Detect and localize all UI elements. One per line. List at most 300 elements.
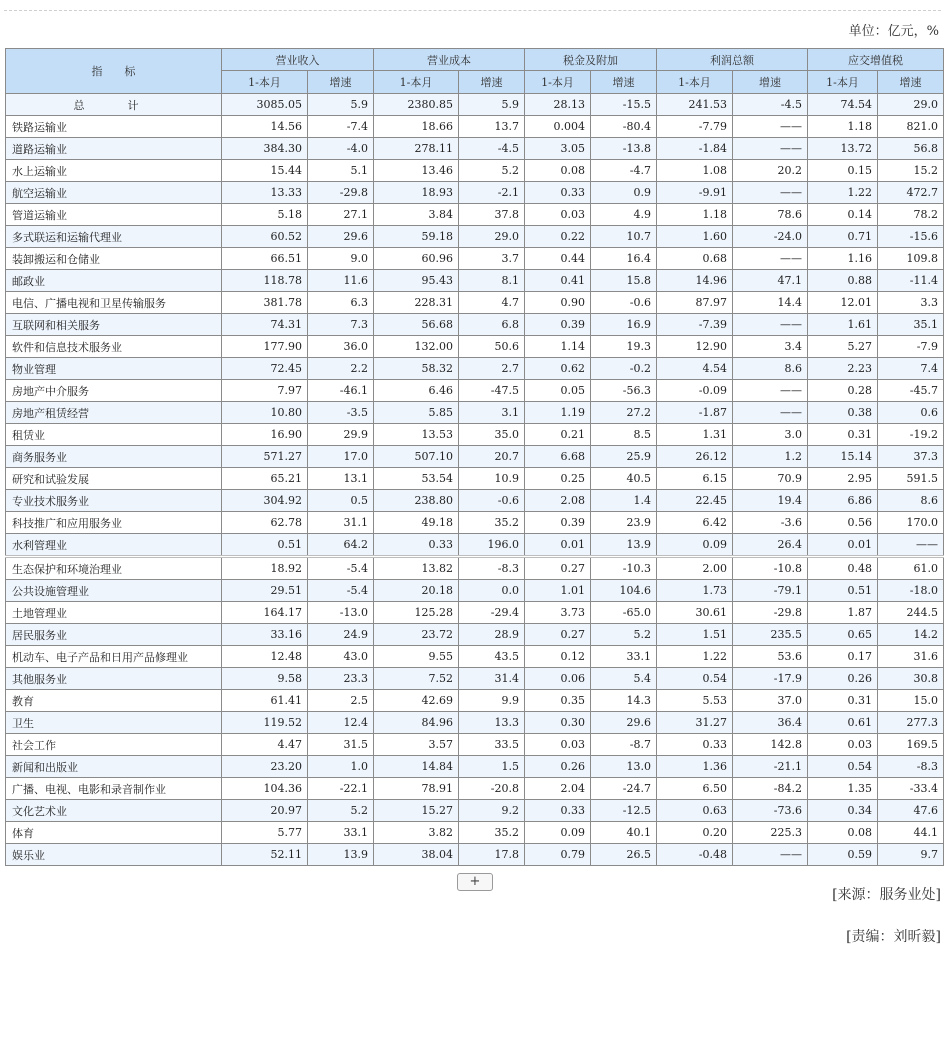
table-cell: -1.84 (657, 138, 733, 160)
table-cell: 4.47 (222, 734, 308, 756)
table-cell: 28.9 (459, 624, 525, 646)
table-cell: 1.0 (308, 756, 374, 778)
table-cell: 35.0 (459, 424, 525, 446)
table-cell: 13.72 (808, 138, 878, 160)
table-cell: 62.78 (222, 512, 308, 534)
table-cell: 29.6 (308, 226, 374, 248)
table-cell: 3.84 (374, 204, 459, 226)
group-header-vat: 应交增值税 (808, 49, 944, 71)
row-label: 生态保护和环境治理业 (6, 557, 222, 580)
table-cell: 196.0 (459, 534, 525, 557)
table-cell: -22.1 (308, 778, 374, 800)
table-cell: -80.4 (591, 116, 657, 138)
table-cell: 8.6 (878, 490, 944, 512)
table-cell: 3.73 (525, 602, 591, 624)
table-cell: 17.0 (308, 446, 374, 468)
row-label: 公共设施管理业 (6, 580, 222, 602)
table-cell: 2.23 (808, 358, 878, 380)
table-row (6, 512, 944, 534)
table-cell: 60.52 (222, 226, 308, 248)
source-note: [来源：服务业处] (832, 887, 941, 903)
table-cell: 14.3 (591, 690, 657, 712)
table-cell: -29.8 (733, 602, 808, 624)
table-cell: 13.33 (222, 182, 308, 204)
table-cell: 0.03 (808, 734, 878, 756)
table-cell: 2380.85 (374, 94, 459, 116)
table-cell: 0.004 (525, 116, 591, 138)
unit-label: 单位：亿元，% (848, 24, 939, 39)
table-cell: 169.5 (878, 734, 944, 756)
row-label: 邮政业 (6, 270, 222, 292)
row-label: 教育 (6, 690, 222, 712)
table-cell: 278.11 (374, 138, 459, 160)
table-row (6, 204, 944, 226)
table-row (6, 778, 944, 800)
table-cell: 40.5 (591, 468, 657, 490)
table-cell: 15.2 (878, 160, 944, 182)
table-row (6, 844, 944, 866)
table-cell: 15.0 (878, 690, 944, 712)
table-cell: 17.8 (459, 844, 525, 866)
table-cell: 6.50 (657, 778, 733, 800)
table-cell: 0.08 (525, 160, 591, 182)
table-cell: 1.18 (657, 204, 733, 226)
table-cell: 56.68 (374, 314, 459, 336)
table-cell: 2.04 (525, 778, 591, 800)
row-label: 总 计 (6, 94, 222, 116)
table-row (6, 490, 944, 512)
table-cell: 29.9 (308, 424, 374, 446)
table-cell: 0.14 (808, 204, 878, 226)
table-cell: 0.65 (808, 624, 878, 646)
row-label: 专业技术服务业 (6, 490, 222, 512)
table-cell: 9.2 (459, 800, 525, 822)
table-cell: 78.91 (374, 778, 459, 800)
table-cell: 5.27 (808, 336, 878, 358)
table-cell: 31.5 (308, 734, 374, 756)
table-cell: —— (733, 248, 808, 270)
table-cell: -65.0 (591, 602, 657, 624)
table-cell: 0.33 (525, 800, 591, 822)
table-cell: 43.5 (459, 646, 525, 668)
table-cell: 74.31 (222, 314, 308, 336)
table-cell: 1.35 (808, 778, 878, 800)
table-cell: —— (733, 844, 808, 866)
row-label: 装卸搬运和仓储业 (6, 248, 222, 270)
row-label: 房地产租赁经营 (6, 402, 222, 424)
total-row (6, 94, 944, 116)
table-cell: 35.2 (459, 822, 525, 844)
row-label: 水利管理业 (6, 534, 222, 557)
table-cell: 0.33 (374, 534, 459, 557)
table-row (6, 690, 944, 712)
table-cell: 0.44 (525, 248, 591, 270)
table-cell: -7.4 (308, 116, 374, 138)
table-cell: 25.9 (591, 446, 657, 468)
table-cell: 0.39 (525, 314, 591, 336)
table-cell: 1.22 (808, 182, 878, 204)
table-cell: 1.51 (657, 624, 733, 646)
table-cell: 2.7 (459, 358, 525, 380)
table-cell: 31.6 (878, 646, 944, 668)
table-cell: 87.97 (657, 292, 733, 314)
table-cell: 5.18 (222, 204, 308, 226)
table-cell: 3.4 (733, 336, 808, 358)
group-header-revenue: 营业收入 (222, 49, 374, 71)
table-cell: 0.48 (808, 557, 878, 580)
table-cell: 0.31 (808, 690, 878, 712)
table-cell: 0.59 (808, 844, 878, 866)
table-cell: 1.14 (525, 336, 591, 358)
table-cell: 15.8 (591, 270, 657, 292)
table-cell: 23.20 (222, 756, 308, 778)
table-cell: 12.4 (308, 712, 374, 734)
table-cell: 43.0 (308, 646, 374, 668)
table-cell: -8.7 (591, 734, 657, 756)
table-cell: -2.1 (459, 182, 525, 204)
table-row (6, 160, 944, 182)
row-label: 社会工作 (6, 734, 222, 756)
table-cell: 29.0 (878, 94, 944, 116)
table-cell: -13.8 (591, 138, 657, 160)
table-cell: 9.55 (374, 646, 459, 668)
table-cell: 0.27 (525, 624, 591, 646)
table-cell: 0.01 (808, 534, 878, 557)
row-label: 娱乐业 (6, 844, 222, 866)
table-cell: 28.13 (525, 94, 591, 116)
sub-header: 增速 (308, 71, 374, 94)
table-cell: 0.26 (808, 668, 878, 690)
table-cell: -29.8 (308, 182, 374, 204)
table-cell: 1.08 (657, 160, 733, 182)
table-cell: 1.5 (459, 756, 525, 778)
table-cell: 7.52 (374, 668, 459, 690)
table-cell: 0.54 (657, 668, 733, 690)
table-cell: 0.62 (525, 358, 591, 380)
table-cell: 0.51 (808, 580, 878, 602)
row-label: 机动车、电子产品和日用产品修理业 (6, 646, 222, 668)
table-cell: 33.1 (591, 646, 657, 668)
row-label: 航空运输业 (6, 182, 222, 204)
row-label: 文化艺术业 (6, 800, 222, 822)
table-cell: 13.9 (591, 534, 657, 557)
table-cell: 1.19 (525, 402, 591, 424)
table-cell: 12.90 (657, 336, 733, 358)
table-cell: 0.30 (525, 712, 591, 734)
table-row (6, 557, 944, 580)
table-cell: -20.8 (459, 778, 525, 800)
table-cell: 72.45 (222, 358, 308, 380)
table-cell: 0.41 (525, 270, 591, 292)
sub-header: 增速 (459, 71, 525, 94)
table-cell: 0.90 (525, 292, 591, 314)
sub-header: 增速 (733, 71, 808, 94)
expand-button[interactable]: + (457, 873, 493, 891)
table-cell: 0.21 (525, 424, 591, 446)
editor-note: [责编：刘昕毅] (846, 929, 941, 945)
table-cell: -0.6 (591, 292, 657, 314)
table-cell: 0.61 (808, 712, 878, 734)
sub-header: 1-本月 (808, 71, 878, 94)
table-cell: 38.04 (374, 844, 459, 866)
table-cell: 31.4 (459, 668, 525, 690)
table-cell: 118.78 (222, 270, 308, 292)
table-cell: -21.1 (733, 756, 808, 778)
table-cell: 0.25 (525, 468, 591, 490)
table-cell: 18.93 (374, 182, 459, 204)
table-cell: 60.96 (374, 248, 459, 270)
table-cell: 20.18 (374, 580, 459, 602)
table-cell: 0.56 (808, 512, 878, 534)
table-cell: -7.39 (657, 314, 733, 336)
table-cell: 47.6 (878, 800, 944, 822)
table-cell: 142.8 (733, 734, 808, 756)
statistics-table (5, 48, 944, 866)
table-cell: 14.56 (222, 116, 308, 138)
table-cell: 66.51 (222, 248, 308, 270)
table-cell: 61.0 (878, 557, 944, 580)
table-row (6, 248, 944, 270)
table-cell: -7.9 (878, 336, 944, 358)
table-cell: -4.5 (733, 94, 808, 116)
table-cell: 5.9 (308, 94, 374, 116)
table-cell: -56.3 (591, 380, 657, 402)
table-cell: -73.6 (733, 800, 808, 822)
table-cell: 49.18 (374, 512, 459, 534)
table-cell: 1.36 (657, 756, 733, 778)
table-cell: 7.3 (308, 314, 374, 336)
table-cell: 27.2 (591, 402, 657, 424)
table-cell: 10.80 (222, 402, 308, 424)
table-cell: 0.09 (657, 534, 733, 557)
table-cell: 29.6 (591, 712, 657, 734)
table-cell: -10.8 (733, 557, 808, 580)
table-cell: 3.05 (525, 138, 591, 160)
table-cell: 20.7 (459, 446, 525, 468)
table-cell: 170.0 (878, 512, 944, 534)
table-row (6, 314, 944, 336)
table-cell: 15.14 (808, 446, 878, 468)
row-label: 租赁业 (6, 424, 222, 446)
table-cell: 3.82 (374, 822, 459, 844)
table-cell: 70.9 (733, 468, 808, 490)
table-cell: 1.22 (657, 646, 733, 668)
table-cell: 1.01 (525, 580, 591, 602)
table-cell: -12.5 (591, 800, 657, 822)
table-cell: 6.86 (808, 490, 878, 512)
table-cell: 78.2 (878, 204, 944, 226)
table-cell: 5.2 (591, 624, 657, 646)
table-cell: 244.5 (878, 602, 944, 624)
table-cell: 1.31 (657, 424, 733, 446)
table-cell: -84.2 (733, 778, 808, 800)
table-cell: 18.92 (222, 557, 308, 580)
table-cell: 0.27 (525, 557, 591, 580)
table-cell: -0.2 (591, 358, 657, 380)
table-cell: 20.97 (222, 800, 308, 822)
row-label: 新闻和出版业 (6, 756, 222, 778)
table-cell: 15.27 (374, 800, 459, 822)
table-row (6, 602, 944, 624)
table-cell: 109.8 (878, 248, 944, 270)
table-cell: 2.00 (657, 557, 733, 580)
table-row (6, 116, 944, 138)
table-cell: -45.7 (878, 380, 944, 402)
table-cell: -4.7 (591, 160, 657, 182)
table-cell: 0.54 (808, 756, 878, 778)
table-cell: 12.48 (222, 646, 308, 668)
group-header-taxes: 税金及附加 (525, 49, 657, 71)
table-cell: 13.7 (459, 116, 525, 138)
table-cell: 507.10 (374, 446, 459, 468)
table-cell: -10.3 (591, 557, 657, 580)
table-cell: 13.53 (374, 424, 459, 446)
table-cell: 9.7 (878, 844, 944, 866)
table-cell: 37.8 (459, 204, 525, 226)
row-label: 其他服务业 (6, 668, 222, 690)
table-cell: 2.2 (308, 358, 374, 380)
table-cell: 2.5 (308, 690, 374, 712)
top-divider (4, 10, 941, 11)
table-cell: 472.7 (878, 182, 944, 204)
table-cell: 132.00 (374, 336, 459, 358)
table-cell: 0.68 (657, 248, 733, 270)
table-cell: 7.97 (222, 380, 308, 402)
table-cell: -13.0 (308, 602, 374, 624)
table-cell: -8.3 (459, 557, 525, 580)
table-cell: 13.1 (308, 468, 374, 490)
table-cell: 19.4 (733, 490, 808, 512)
table-cell: 16.90 (222, 424, 308, 446)
table-cell: 26.5 (591, 844, 657, 866)
table-cell: 44.1 (878, 822, 944, 844)
table-cell: 8.5 (591, 424, 657, 446)
table-cell: 5.9 (459, 94, 525, 116)
table-cell: 4.54 (657, 358, 733, 380)
table-cell: 0.88 (808, 270, 878, 292)
table-row (6, 424, 944, 446)
table-cell: -33.4 (878, 778, 944, 800)
table-cell: 35.2 (459, 512, 525, 534)
row-label: 卫生 (6, 712, 222, 734)
table-cell: 12.01 (808, 292, 878, 314)
sub-header: 1-本月 (374, 71, 459, 94)
table-cell: 0.20 (657, 822, 733, 844)
table-cell: 1.61 (808, 314, 878, 336)
table-row (6, 402, 944, 424)
table-row (6, 712, 944, 734)
table-cell: 104.6 (591, 580, 657, 602)
table-cell: —— (878, 534, 944, 557)
table-cell: 0.5 (308, 490, 374, 512)
table-cell: 3.7 (459, 248, 525, 270)
table-cell: 31.27 (657, 712, 733, 734)
row-label: 房地产中介服务 (6, 380, 222, 402)
table-cell: 6.15 (657, 468, 733, 490)
table-cell: -5.4 (308, 580, 374, 602)
table-row (6, 336, 944, 358)
table-cell: 1.16 (808, 248, 878, 270)
table-cell: -79.1 (733, 580, 808, 602)
table-cell: -0.09 (657, 380, 733, 402)
table-cell: 13.9 (308, 844, 374, 866)
table-cell: 591.5 (878, 468, 944, 490)
table-cell: 14.2 (878, 624, 944, 646)
table-cell: -3.5 (308, 402, 374, 424)
table-cell: 1.2 (733, 446, 808, 468)
table-row (6, 822, 944, 844)
table-cell: 0.26 (525, 756, 591, 778)
table-cell: 11.6 (308, 270, 374, 292)
table-cell: -15.6 (878, 226, 944, 248)
table-cell: 381.78 (222, 292, 308, 314)
table-cell: 95.43 (374, 270, 459, 292)
table-row (6, 138, 944, 160)
table-row (6, 380, 944, 402)
table-cell: 228.31 (374, 292, 459, 314)
table-cell: -0.6 (459, 490, 525, 512)
table-cell: 18.66 (374, 116, 459, 138)
row-label: 体育 (6, 822, 222, 844)
table-cell: 53.54 (374, 468, 459, 490)
table-cell: -8.3 (878, 756, 944, 778)
table-cell: 10.9 (459, 468, 525, 490)
table-cell: 14.4 (733, 292, 808, 314)
table-cell: 2.95 (808, 468, 878, 490)
sub-header: 1-本月 (222, 71, 308, 94)
table-cell: 304.92 (222, 490, 308, 512)
table-cell: 177.90 (222, 336, 308, 358)
table-row (6, 270, 944, 292)
table-cell: 23.3 (308, 668, 374, 690)
table-cell: 0.34 (808, 800, 878, 822)
table-cell: 3.57 (374, 734, 459, 756)
table-cell: -11.4 (878, 270, 944, 292)
table-cell: 30.8 (878, 668, 944, 690)
table-cell: 15.44 (222, 160, 308, 182)
table-cell: 10.7 (591, 226, 657, 248)
table-cell: 31.1 (308, 512, 374, 534)
table-cell: 0.51 (222, 534, 308, 557)
table-cell: 0.22 (525, 226, 591, 248)
sub-header: 增速 (878, 71, 944, 94)
table-row (6, 226, 944, 248)
table-cell: -4.0 (308, 138, 374, 160)
table-cell: —— (733, 402, 808, 424)
table-cell: 16.9 (591, 314, 657, 336)
table-row (6, 292, 944, 314)
table-cell: 0.28 (808, 380, 878, 402)
table-cell: 235.5 (733, 624, 808, 646)
table-cell: 9.9 (459, 690, 525, 712)
table-cell: 104.36 (222, 778, 308, 800)
table-cell: 0.35 (525, 690, 591, 712)
table-body (6, 94, 944, 866)
table-cell: 47.1 (733, 270, 808, 292)
table-cell: 0.71 (808, 226, 878, 248)
table-cell: 225.3 (733, 822, 808, 844)
table-cell: 61.41 (222, 690, 308, 712)
table-cell: 0.12 (525, 646, 591, 668)
table-cell: 0.33 (657, 734, 733, 756)
table-cell: 0.15 (808, 160, 878, 182)
table-cell: -19.2 (878, 424, 944, 446)
table-cell: 4.9 (591, 204, 657, 226)
table-cell: 35.1 (878, 314, 944, 336)
row-label: 互联网和相关服务 (6, 314, 222, 336)
table-cell: 238.80 (374, 490, 459, 512)
table-cell: 277.3 (878, 712, 944, 734)
